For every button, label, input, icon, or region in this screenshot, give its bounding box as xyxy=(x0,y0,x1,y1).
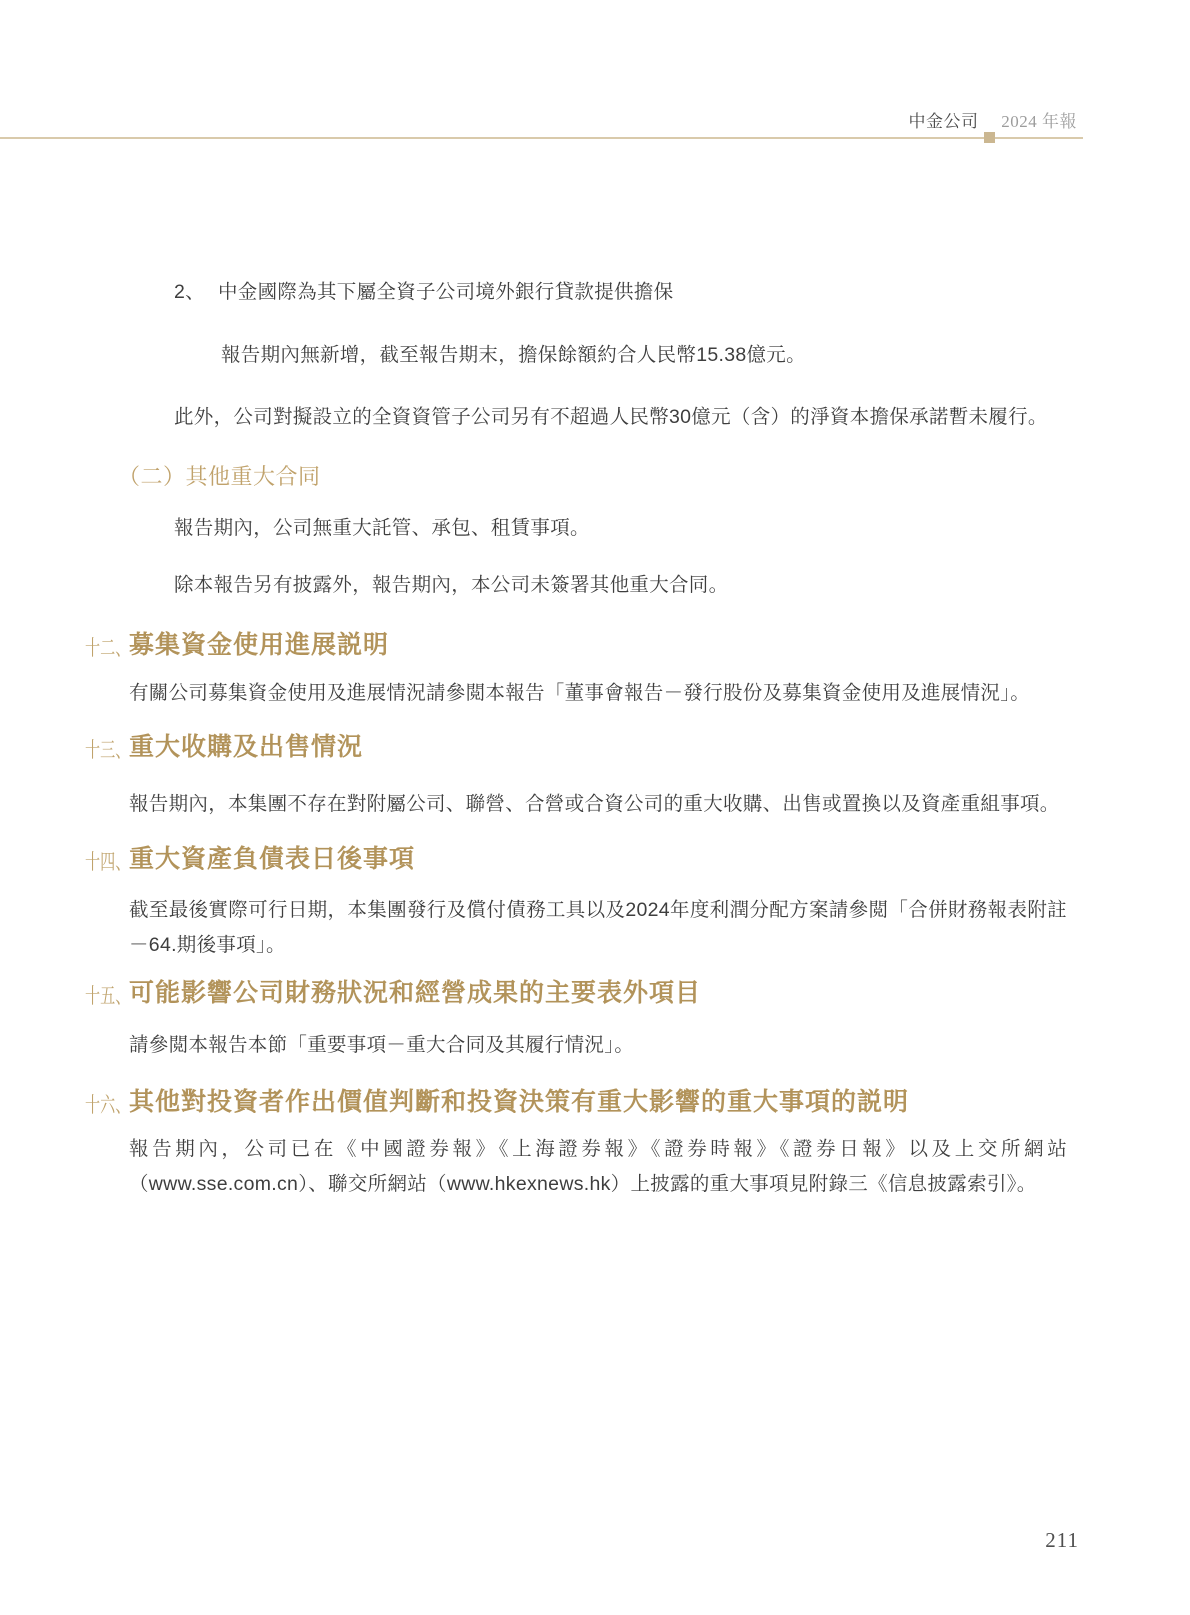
other-contracts-paragraph-2: 除本報告另有披露外，報告期內，本公司未簽署其他重大合同。 xyxy=(174,574,729,596)
section-number: 十三、 xyxy=(85,739,131,762)
section-body-16: 報告期內，公司已在《中國證券報》《上海證券報》《證券時報》《證券日報》以及上交所網站（www.sse.com.cn）、聯交所網站（www.hkexnews.hk）上披露的重大事項見附錄三《信息披露索引》。 xyxy=(129,1138,1067,1195)
guarantee-item xyxy=(174,278,673,306)
section-heading-15 xyxy=(85,977,701,1009)
section-body-12: 有關公司募集資金使用及進展情況請參閲本報告「董事會報告－發行股份及募集資金使用及進展情況」。 xyxy=(129,682,1031,704)
section-number: 十四、 xyxy=(85,851,131,874)
section-number: 十六、 xyxy=(85,1094,131,1117)
section-title: 可能影響公司財務狀況和經營成果的主要表外項目 xyxy=(129,979,702,1007)
section-heading-16 xyxy=(85,1086,909,1118)
section-body-13: 報告期內，本集團不存在對附屬公司、聯營、合營或合資公司的重大收購、出售或置換以及資產重組事項。 xyxy=(129,793,1060,815)
section-title: 重大資產負債表日後事項 xyxy=(129,845,416,873)
report-year: 2024 年報 xyxy=(1001,112,1077,131)
header-rule xyxy=(0,137,1083,139)
section-body-15: 請參閲本報告本節「重要事項－重大合同及其履行情況」。 xyxy=(129,1034,635,1056)
section-body-14: 截至最後實際可行日期，本集團發行及償付債務工具以及2024年度利潤分配方案請參閲「合併財務報表附註－64.期後事項」。 xyxy=(129,899,1067,956)
company-name: 中金公司 xyxy=(908,112,979,131)
section-title: 其他對投資者作出價值判斷和投資決策有重大影響的重大事項的説明 xyxy=(129,1088,910,1116)
section-heading-13 xyxy=(85,731,363,763)
section-title: 重大收購及出售情況 xyxy=(129,733,364,761)
page-number: 211 xyxy=(1045,1528,1079,1552)
header-rule-square xyxy=(984,132,995,143)
section-heading-12 xyxy=(85,629,389,661)
section-number: 十五、 xyxy=(85,985,131,1008)
guarantee-item-title: 中金國際為其下屬全資子公司境外銀行貸款提供擔保 xyxy=(218,281,674,303)
sub-section-heading-other-contracts: （二）其他重大合同 xyxy=(118,464,321,489)
section-heading-14 xyxy=(85,843,415,875)
section-number: 十二、 xyxy=(85,637,131,660)
running-header xyxy=(909,107,1078,132)
section-title: 募集資金使用進展説明 xyxy=(129,631,390,659)
list-item-number: 2、 xyxy=(174,281,205,303)
guarantee-detail-paragraph: 報告期內無新增，截至報告期末，擔保餘額約合人民幣15.38億元。 xyxy=(221,344,806,366)
other-contracts-paragraph-1: 報告期內，公司無重大託管、承包、租賃事項。 xyxy=(174,517,590,539)
guarantee-additional-paragraph: 此外，公司對擬設立的全資資管子公司另有不超過人民幣30億元（含）的淨資本擔保承諾暫未履行。 xyxy=(174,406,1048,428)
